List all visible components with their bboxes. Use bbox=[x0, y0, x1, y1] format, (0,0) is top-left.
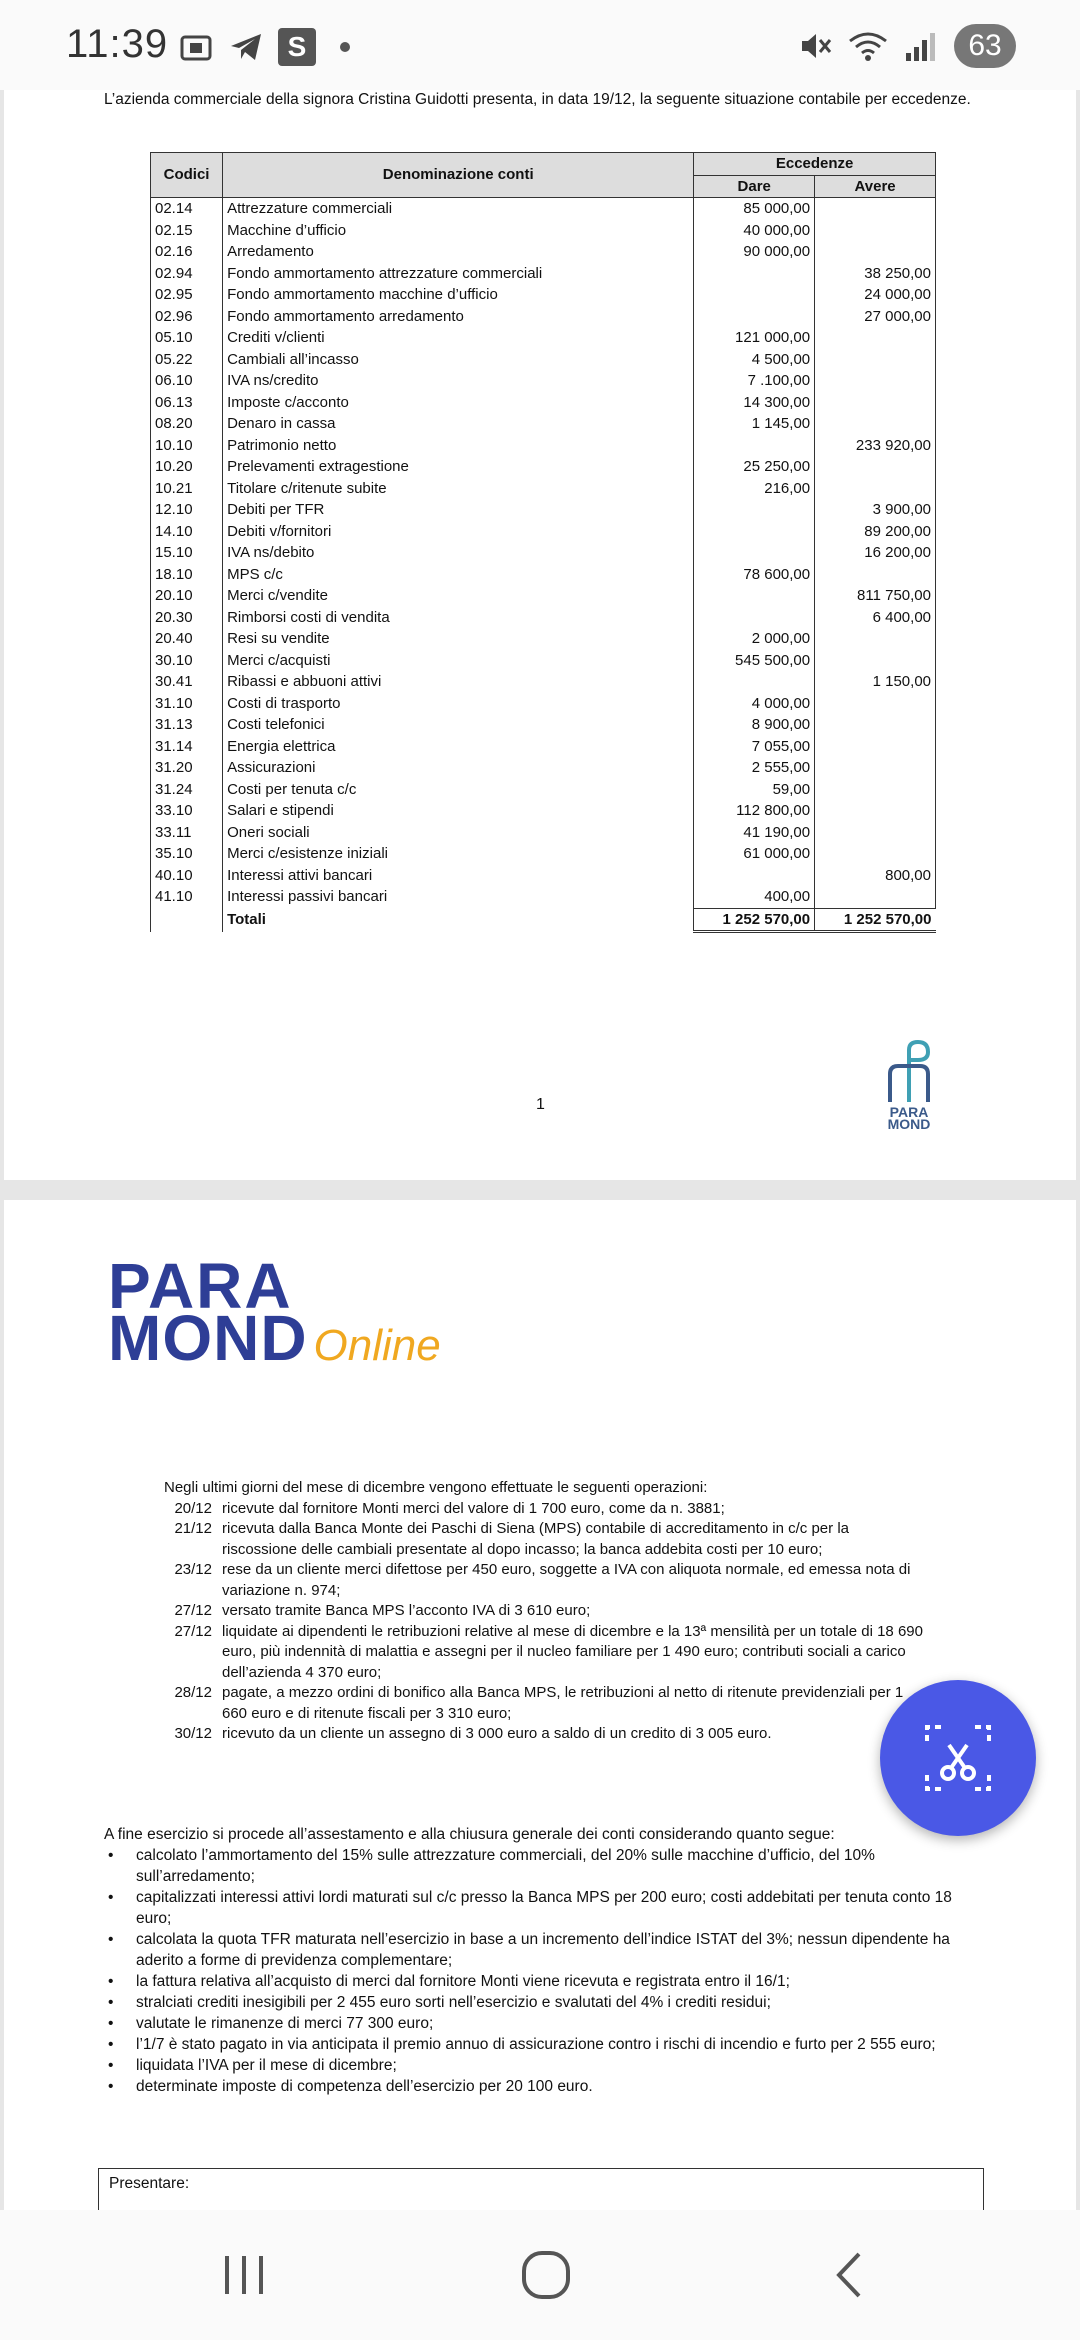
closing-section bbox=[104, 1824, 984, 2097]
row-code: 02.96 bbox=[151, 306, 223, 328]
row-account-name: Assicurazioni bbox=[223, 757, 694, 779]
row-dare: 40 000,00 bbox=[694, 220, 815, 242]
table-row bbox=[151, 714, 936, 736]
operation-item bbox=[164, 1499, 924, 1520]
row-account-name: Macchine d’ufficio bbox=[223, 220, 694, 242]
logo-mond-text: MOND bbox=[108, 1302, 308, 1374]
row-dare: 14 300,00 bbox=[694, 392, 815, 414]
row-avere bbox=[815, 843, 936, 865]
operation-text: ricevuto da un cliente un assegno di 3 000 euro a saldo di un credito di 3 005 euro. bbox=[222, 1725, 772, 1742]
row-avere: 811 750,00 bbox=[815, 585, 936, 607]
status-bar bbox=[0, 0, 1080, 90]
operation-date: 20/12 bbox=[174, 1499, 212, 1517]
table-row bbox=[151, 198, 936, 220]
row-account-name: Energia elettrica bbox=[223, 736, 694, 758]
operation-text: versato tramite Banca MPS l’acconto IVA di 3 610 euro; bbox=[222, 1602, 591, 1619]
row-account-name: Ribassi e abbuoni attivi bbox=[223, 671, 694, 693]
accounts-table-body bbox=[151, 198, 936, 909]
row-dare: 90 000,00 bbox=[694, 241, 815, 263]
row-code: 20.10 bbox=[151, 585, 223, 607]
row-code: 33.11 bbox=[151, 822, 223, 844]
row-account-name: Interessi attivi bancari bbox=[223, 865, 694, 887]
row-code: 02.14 bbox=[151, 198, 223, 220]
more-notifications-dot bbox=[340, 42, 350, 52]
row-dare: 59,00 bbox=[694, 779, 815, 801]
operation-date: 27/12 bbox=[174, 1622, 212, 1640]
row-avere bbox=[815, 886, 936, 908]
row-avere bbox=[815, 413, 936, 435]
row-account-name: MPS c/c bbox=[223, 564, 694, 586]
row-dare bbox=[694, 607, 815, 629]
header-dare: Dare bbox=[694, 175, 815, 198]
row-code: 35.10 bbox=[151, 843, 223, 865]
row-avere bbox=[815, 392, 936, 414]
row-account-name: Salari e stipendi bbox=[223, 800, 694, 822]
row-account-name: Debiti v/fornitori bbox=[223, 521, 694, 543]
operation-date: 21/12 bbox=[174, 1520, 212, 1537]
table-row bbox=[151, 241, 936, 263]
operation-date: 28/12 bbox=[174, 1684, 212, 1701]
table-row bbox=[151, 865, 936, 887]
row-account-name: Interessi passivi bancari bbox=[223, 886, 694, 908]
operation-date: 23/12 bbox=[174, 1561, 212, 1578]
table-row bbox=[151, 499, 936, 521]
logo-para-text: PARA bbox=[108, 1250, 293, 1322]
table-row bbox=[151, 671, 936, 693]
table-row bbox=[151, 650, 936, 672]
row-code: 10.20 bbox=[151, 456, 223, 478]
totals-label: Totali bbox=[227, 911, 266, 928]
row-account-name: Merci c/acquisti bbox=[223, 650, 694, 672]
row-account-name: Oneri sociali bbox=[223, 822, 694, 844]
closing-item: • determinate imposte di competenza dell’esercizio per 20 100 euro. bbox=[104, 2076, 984, 2097]
row-avere bbox=[815, 241, 936, 263]
row-dare: 41 190,00 bbox=[694, 822, 815, 844]
row-code: 08.20 bbox=[151, 413, 223, 435]
table-row bbox=[151, 327, 936, 349]
row-dare: 85 000,00 bbox=[694, 198, 815, 220]
row-avere bbox=[815, 370, 936, 392]
row-code: 31.24 bbox=[151, 779, 223, 801]
table-row bbox=[151, 607, 936, 629]
row-dare: 4 000,00 bbox=[694, 693, 815, 715]
row-avere bbox=[815, 736, 936, 758]
row-avere: 16 200,00 bbox=[815, 542, 936, 564]
screenshot-notification-icon bbox=[178, 29, 214, 65]
back-icon bbox=[825, 2250, 875, 2300]
row-avere bbox=[815, 327, 936, 349]
row-code: 20.30 bbox=[151, 607, 223, 629]
operations-section bbox=[164, 1478, 924, 1745]
row-code: 05.10 bbox=[151, 327, 223, 349]
operation-item bbox=[164, 1519, 924, 1560]
row-account-name: Merci c/vendite bbox=[223, 585, 694, 607]
row-avere: 27 000,00 bbox=[815, 306, 936, 328]
row-code: 02.15 bbox=[151, 220, 223, 242]
row-dare: 7 .100,00 bbox=[694, 370, 815, 392]
closing-item: • l’1/7 è stato pagato in via anticipata il premio annuo di assicurazione contro i rischi di incendio e furto per 2 555 euro; bbox=[104, 2034, 984, 2055]
closing-item: • capitalizzati interessi attivi lordi maturati sul c/c presso la Banca MPS per 200 euro; costi addebitati per tenuta conto 18 euro; bbox=[104, 1887, 984, 1929]
row-dare bbox=[694, 865, 815, 887]
row-avere bbox=[815, 714, 936, 736]
row-avere bbox=[815, 349, 936, 371]
intro-paragraph: L’azienda commerciale della signora Cristina Guidotti presenta, in data 19/12, la seguente situazione contabile per eccedenze. bbox=[104, 91, 971, 108]
row-account-name: Resi su vendite bbox=[223, 628, 694, 650]
accounts-table bbox=[150, 152, 936, 933]
row-account-name: Rimborsi costi di vendita bbox=[223, 607, 694, 629]
closing-item: • stralciati crediti inesigibili per 2 455 euro sorti nell’esercizio e svalutati del 4% i crediti residui; bbox=[104, 1992, 984, 2013]
recent-apps-button[interactable] bbox=[204, 2240, 284, 2310]
table-row bbox=[151, 779, 936, 801]
table-row bbox=[151, 413, 936, 435]
row-code: 02.16 bbox=[151, 241, 223, 263]
operation-text: pagate, a mezzo ordini di bonifico alla Banca MPS, le retribuzioni al netto di ritenute previdenziali per 1 660 euro e di ritenute fiscali per 3 310 euro; bbox=[222, 1684, 904, 1722]
telegram-icon bbox=[228, 29, 264, 65]
operation-text: liquidate ai dipendenti le retribuzioni relative al mese di dicembre e la 13ª mensilità per un totale di 18 690 euro, più indennità di malattia e assegni per il nucleo familiare per 1 490 euro; contributi sociali a carico dell’azienda 4 370 euro; bbox=[222, 1622, 923, 1681]
operations-list bbox=[164, 1499, 924, 1745]
row-code: 14.10 bbox=[151, 521, 223, 543]
operation-item bbox=[164, 1601, 924, 1622]
operation-item bbox=[164, 1560, 924, 1601]
table-row bbox=[151, 800, 936, 822]
row-code: 20.40 bbox=[151, 628, 223, 650]
operation-text: ricevute dal fornitore Monti merci del valore di 1 700 euro, come da n. 3881; bbox=[222, 1499, 725, 1517]
header-codici: Codici bbox=[151, 153, 223, 198]
row-code: 15.10 bbox=[151, 542, 223, 564]
row-dare bbox=[694, 306, 815, 328]
present-label: Presentare: bbox=[109, 2175, 190, 2192]
table-row bbox=[151, 542, 936, 564]
row-dare: 1 145,00 bbox=[694, 413, 815, 435]
row-avere: 6 400,00 bbox=[815, 607, 936, 629]
row-dare: 8 900,00 bbox=[694, 714, 815, 736]
row-avere: 1 150,00 bbox=[815, 671, 936, 693]
row-account-name: Fondo ammortamento attrezzature commerciali bbox=[223, 263, 694, 285]
navigation-bar bbox=[0, 2210, 1080, 2340]
row-code: 18.10 bbox=[151, 564, 223, 586]
row-dare: 2 000,00 bbox=[694, 628, 815, 650]
operation-text: ricevuta dalla Banca Monte dei Paschi di Siena (MPS) contabile di accreditamento in c/c per la riscossione delle cambiali presentate al dopo incasso; la banca addebita costi per 10 euro; bbox=[222, 1520, 849, 1558]
row-account-name: Denaro in cassa bbox=[223, 413, 694, 435]
row-account-name: Costi per tenuta c/c bbox=[223, 779, 694, 801]
row-avere: 3 900,00 bbox=[815, 499, 936, 521]
home-button[interactable] bbox=[506, 2240, 586, 2310]
row-avere bbox=[815, 693, 936, 715]
row-avere bbox=[815, 779, 936, 801]
row-dare bbox=[694, 521, 815, 543]
row-code: 31.13 bbox=[151, 714, 223, 736]
recent-apps-icon bbox=[219, 2250, 269, 2300]
table-row bbox=[151, 370, 936, 392]
screenshot-crop-button[interactable] bbox=[880, 1680, 1036, 1836]
back-button[interactable] bbox=[810, 2240, 890, 2310]
row-account-name: Prelevamenti extragestione bbox=[223, 456, 694, 478]
table-row bbox=[151, 757, 936, 779]
closing-intro: A fine esercizio si procede all’assestamento e alla chiusura generale dei conti considerando quanto segue: bbox=[104, 1826, 835, 1843]
row-dare: 78 600,00 bbox=[694, 564, 815, 586]
row-dare: 400,00 bbox=[694, 886, 815, 908]
row-avere bbox=[815, 822, 936, 844]
row-dare: 25 250,00 bbox=[694, 456, 815, 478]
home-icon bbox=[518, 2247, 574, 2303]
row-avere bbox=[815, 220, 936, 242]
table-row bbox=[151, 736, 936, 758]
table-row bbox=[151, 843, 936, 865]
row-dare: 112 800,00 bbox=[694, 800, 815, 822]
row-avere bbox=[815, 757, 936, 779]
table-row bbox=[151, 435, 936, 457]
row-avere: 233 920,00 bbox=[815, 435, 936, 457]
row-dare bbox=[694, 542, 815, 564]
row-code: 31.14 bbox=[151, 736, 223, 758]
row-account-name: Patrimonio netto bbox=[223, 435, 694, 457]
operation-text: rese da un cliente merci difettose per 450 euro, soggette a IVA con aliquota normale, ed emessa nota di variazione n. 974; bbox=[222, 1561, 911, 1599]
row-avere bbox=[815, 478, 936, 500]
paramond-online-logo bbox=[108, 1250, 441, 1374]
totals-code-cell bbox=[151, 908, 223, 932]
row-code: 06.13 bbox=[151, 392, 223, 414]
mute-icon bbox=[798, 29, 832, 63]
row-dare: 2 555,00 bbox=[694, 757, 815, 779]
row-account-name: Fondo ammortamento macchine d’ufficio bbox=[223, 284, 694, 306]
operations-intro: Negli ultimi giorni del mese di dicembre vengono effettuate le seguenti operazioni: bbox=[164, 1479, 708, 1496]
header-denominazione: Denominazione conti bbox=[223, 153, 694, 198]
table-row bbox=[151, 284, 936, 306]
row-code: 30.41 bbox=[151, 671, 223, 693]
table-row bbox=[151, 822, 936, 844]
totals-row bbox=[151, 908, 936, 932]
document-page-1[interactable] bbox=[4, 90, 1076, 1180]
row-account-name: Titolare c/ritenute subite bbox=[223, 478, 694, 500]
operation-date: 27/12 bbox=[174, 1602, 212, 1619]
row-dare bbox=[694, 585, 815, 607]
paramond-logo-mark-icon bbox=[876, 1040, 942, 1106]
row-code: 31.20 bbox=[151, 757, 223, 779]
row-dare: 61 000,00 bbox=[694, 843, 815, 865]
operation-item bbox=[164, 1622, 924, 1684]
row-avere: 24 000,00 bbox=[815, 284, 936, 306]
row-code: 31.10 bbox=[151, 693, 223, 715]
row-avere bbox=[815, 800, 936, 822]
row-account-name: IVA ns/credito bbox=[223, 370, 694, 392]
row-account-name: Costi di trasporto bbox=[223, 693, 694, 715]
row-avere bbox=[815, 564, 936, 586]
closing-item: • valutate le rimanenze di merci 77 300 euro; bbox=[104, 2013, 984, 2034]
scissors-crop-icon bbox=[921, 1721, 995, 1795]
row-avere bbox=[815, 650, 936, 672]
table-row bbox=[151, 628, 936, 650]
row-account-name: Crediti v/clienti bbox=[223, 327, 694, 349]
row-avere bbox=[815, 628, 936, 650]
row-code: 02.94 bbox=[151, 263, 223, 285]
paramond-logo-small bbox=[876, 1040, 942, 1130]
row-code: 40.10 bbox=[151, 865, 223, 887]
header-eccedenze: Eccedenze bbox=[694, 153, 936, 176]
table-row bbox=[151, 456, 936, 478]
row-account-name: Merci c/esistenze iniziali bbox=[223, 843, 694, 865]
battery-indicator: 63 bbox=[954, 24, 1016, 68]
table-row bbox=[151, 886, 936, 908]
row-dare bbox=[694, 499, 815, 521]
row-dare: 121 000,00 bbox=[694, 327, 815, 349]
table-row bbox=[151, 478, 936, 500]
row-account-name: Cambiali all’incasso bbox=[223, 349, 694, 371]
operation-item bbox=[164, 1683, 924, 1724]
row-code: 10.10 bbox=[151, 435, 223, 457]
s-app-icon: S bbox=[278, 28, 316, 66]
table-row bbox=[151, 263, 936, 285]
table-row bbox=[151, 220, 936, 242]
closing-list bbox=[104, 1845, 984, 2097]
table-row bbox=[151, 521, 936, 543]
totals-dare: 1 252 570,00 bbox=[694, 908, 815, 932]
row-code: 05.22 bbox=[151, 349, 223, 371]
row-avere bbox=[815, 456, 936, 478]
row-account-name: Imposte c/acconto bbox=[223, 392, 694, 414]
row-dare: 4 500,00 bbox=[694, 349, 815, 371]
row-dare: 216,00 bbox=[694, 478, 815, 500]
table-row bbox=[151, 564, 936, 586]
row-account-name: Arredamento bbox=[223, 241, 694, 263]
row-dare: 7 055,00 bbox=[694, 736, 815, 758]
table-row bbox=[151, 306, 936, 328]
row-account-name: IVA ns/debito bbox=[223, 542, 694, 564]
paramond-logo-small-text: PARA MOND bbox=[887, 1104, 931, 1132]
row-code: 10.21 bbox=[151, 478, 223, 500]
row-account-name: Attrezzature commerciali bbox=[223, 198, 694, 220]
signal-icon bbox=[904, 29, 938, 63]
row-account-name: Costi telefonici bbox=[223, 714, 694, 736]
closing-item: • calcolata la quota TFR maturata nell’esercizio in base a un incremento dell’indice ISTAT del 3%; nessun dipendente ha aderito a forme di previdenza complementare; bbox=[104, 1929, 984, 1971]
row-dare: 545 500,00 bbox=[694, 650, 815, 672]
page-number: 1 bbox=[536, 1096, 545, 1113]
row-code: 33.10 bbox=[151, 800, 223, 822]
row-code: 12.10 bbox=[151, 499, 223, 521]
table-row bbox=[151, 585, 936, 607]
table-row bbox=[151, 693, 936, 715]
totals-avere: 1 252 570,00 bbox=[815, 908, 936, 932]
table-row bbox=[151, 392, 936, 414]
logo-online-text: Online bbox=[313, 1321, 441, 1370]
row-account-name: Debiti per TFR bbox=[223, 499, 694, 521]
row-dare bbox=[694, 284, 815, 306]
closing-item: • la fattura relativa all’acquisto di merci dal fornitore Monti viene ricevuta e registrata entro il 16/1; bbox=[104, 1971, 984, 1992]
operation-item bbox=[164, 1724, 924, 1745]
row-code: 06.10 bbox=[151, 370, 223, 392]
row-code: 30.10 bbox=[151, 650, 223, 672]
row-dare bbox=[694, 263, 815, 285]
row-code: 41.10 bbox=[151, 886, 223, 908]
closing-item: • calcolato l’ammortamento del 15% sulle attrezzature commerciali, del 20% sulle macchine d’ufficio, del 10% sull’arredamento; bbox=[104, 1845, 984, 1887]
row-code: 02.95 bbox=[151, 284, 223, 306]
wifi-icon bbox=[848, 29, 888, 63]
clock: 11:39 bbox=[66, 22, 169, 66]
row-avere: 38 250,00 bbox=[815, 263, 936, 285]
row-avere: 89 200,00 bbox=[815, 521, 936, 543]
row-dare bbox=[694, 435, 815, 457]
row-dare bbox=[694, 671, 815, 693]
operation-date: 30/12 bbox=[174, 1725, 212, 1742]
row-avere: 800,00 bbox=[815, 865, 936, 887]
row-avere bbox=[815, 198, 936, 220]
header-avere: Avere bbox=[815, 175, 936, 198]
row-account-name: Fondo ammortamento arredamento bbox=[223, 306, 694, 328]
closing-item: • liquidata l’IVA per il mese di dicembre; bbox=[104, 2055, 984, 2076]
table-row bbox=[151, 349, 936, 371]
